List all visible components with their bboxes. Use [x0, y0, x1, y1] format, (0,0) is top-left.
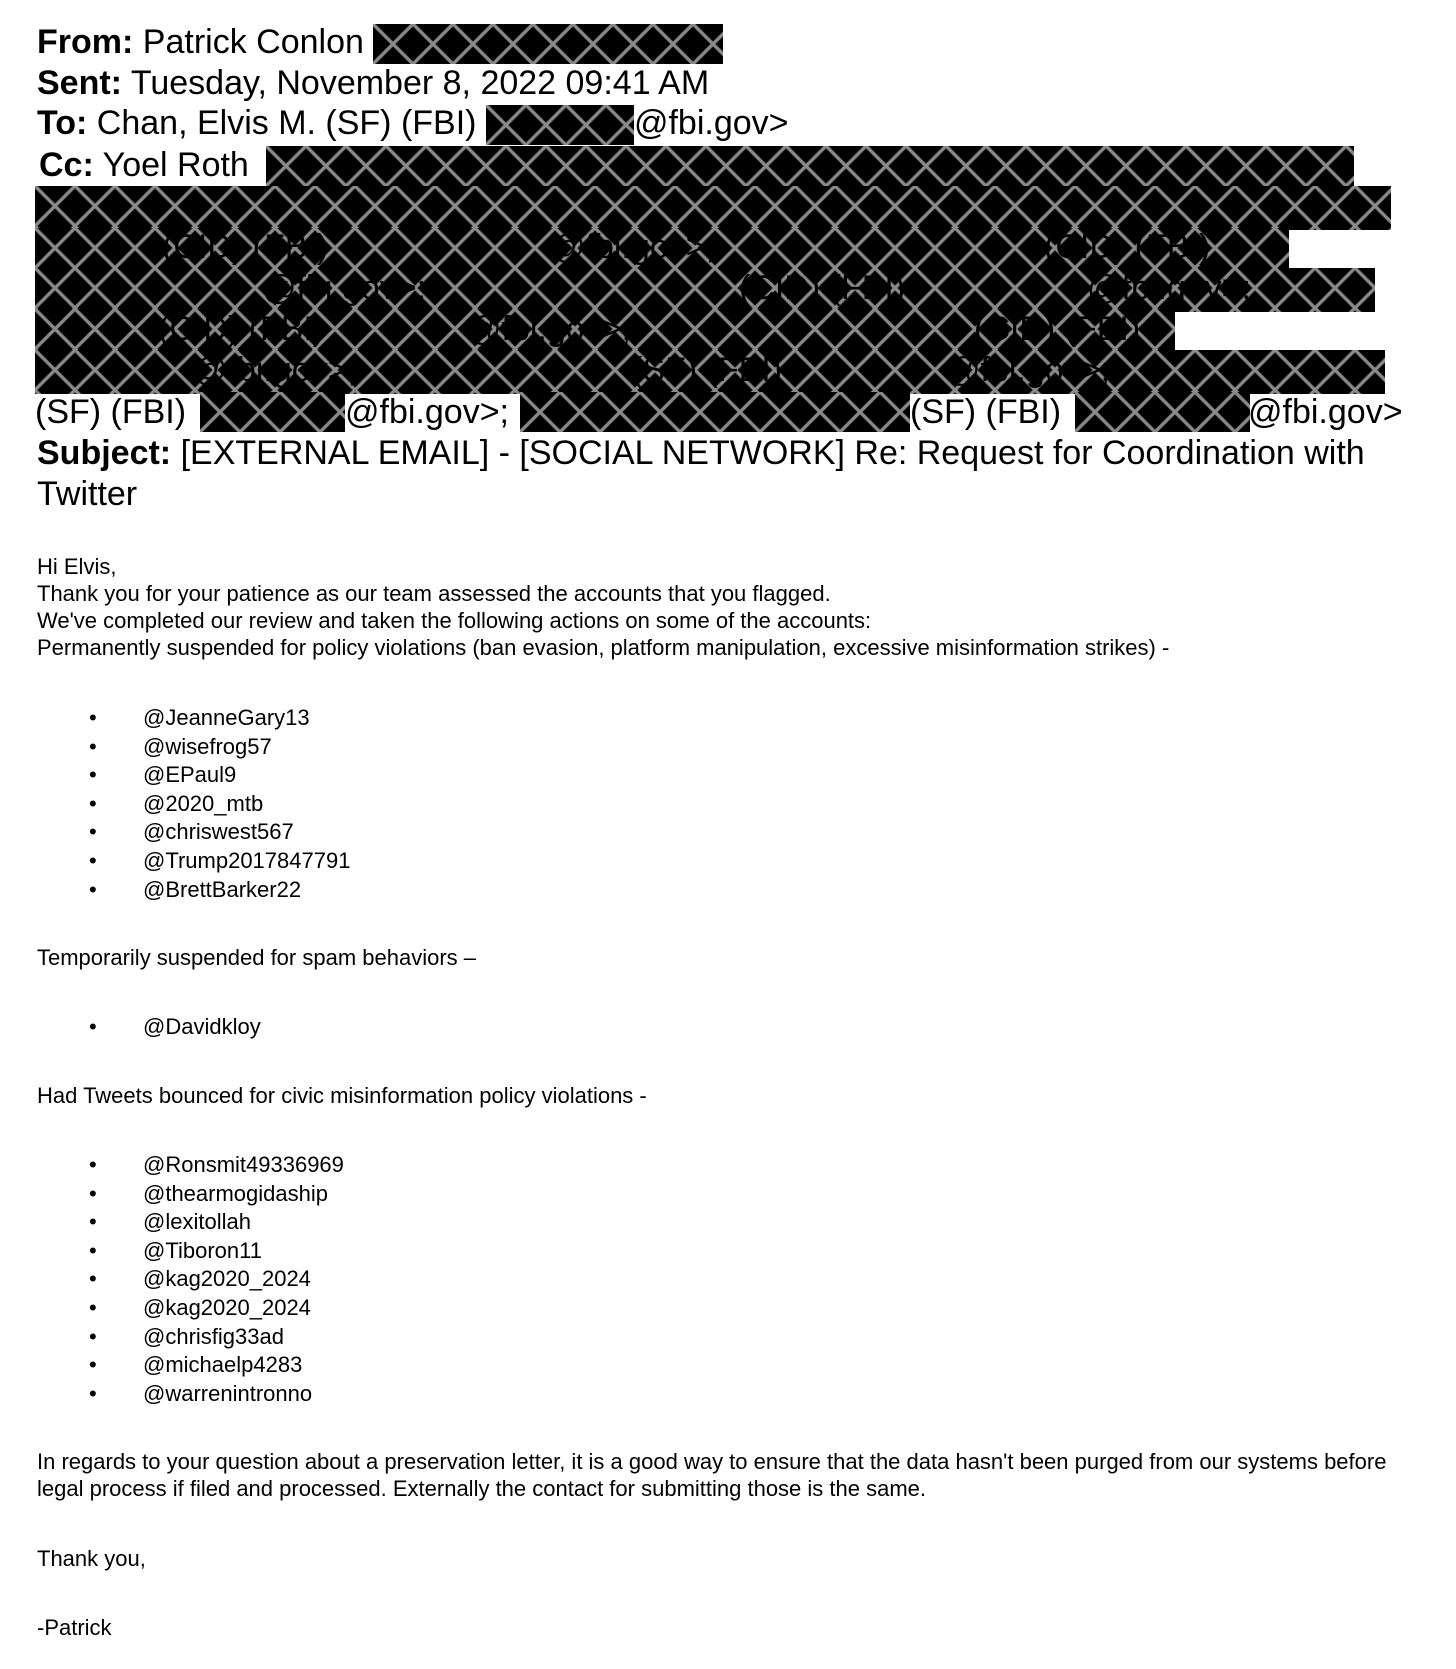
- list-item: • @EPaul9: [37, 761, 350, 790]
- from-line: [37, 22, 1446, 64]
- sent-value: Tuesday, November 8, 2022 09:41 AM: [130, 64, 710, 102]
- greeting: Hi Elvis,: [37, 554, 117, 579]
- redaction-block: [200, 392, 345, 432]
- redaction-block: [35, 186, 1391, 230]
- temporary-suspension-list: [37, 1013, 261, 1042]
- cc-recipient-domain: @fbi.gov>: [1248, 393, 1403, 431]
- body-line: Permanently suspended for policy violations (ban evasion, platform manipulation, excessive misinformation strikes) -: [37, 635, 1170, 660]
- list-item: • @BrettBarker22: [37, 876, 350, 905]
- sent-line: [37, 63, 1446, 104]
- list-item: • @thearmogidaship: [37, 1180, 344, 1209]
- cc-recipient-tag: (CID) (FBI): [162, 228, 329, 266]
- list-item: • @chriswest567: [37, 818, 350, 847]
- sent-label: Sent:: [37, 64, 122, 102]
- cc-recipient-tag: (CID) (FBI): [158, 310, 325, 348]
- list-item: • @michaelp4283: [37, 1351, 344, 1380]
- cc-value: Yoel Roth: [102, 146, 249, 184]
- from-value: Patrick Conlon: [142, 23, 364, 61]
- list-item: • @kag2020_2024: [37, 1265, 344, 1294]
- list-item: • @lexitollah: [37, 1208, 344, 1237]
- cc-recipient-domain: @fbi.gov>;: [551, 228, 715, 266]
- list-item: • @Davidkloy: [37, 1013, 261, 1042]
- preservation-paragraph: In regards to your question about a preservation letter, it is a good way to ensure that the data hasn't been purged from our systems before legal process if filed and processed. Externally the contact for submitting those is the same.: [37, 1449, 1387, 1501]
- list-item: • @JeanneGary13: [37, 704, 350, 733]
- cc-recipient-domain: @fbi.gov>;: [467, 310, 631, 348]
- to-value: Chan, Elvis M. (SF) (FBI): [96, 104, 477, 142]
- section-heading: Temporarily suspended for spam behaviors –: [37, 945, 477, 970]
- to-label: To:: [37, 104, 88, 142]
- cc-recipient-domain: @fbi.gov>;: [193, 351, 357, 389]
- cc-recipient-tag: (SF) (FBI): [631, 351, 783, 389]
- cc-recipient-tag: (SF) (FBI): [910, 393, 1062, 431]
- list-item: • @kag2020_2024: [37, 1294, 344, 1323]
- subject-value: [EXTERNAL EMAIL] - [SOCIAL NETWORK] Re: Request for Coordination with Twitter: [37, 434, 1365, 513]
- list-item: • @2020_mtb: [37, 790, 350, 819]
- list-item: • @Tiboron11: [37, 1237, 344, 1266]
- cc-recipient-domain: @fbi.gov>;: [946, 351, 1110, 389]
- cc-line: [37, 145, 1446, 186]
- subject-line: [37, 433, 1417, 515]
- list-item: • @chrisfig33ad: [37, 1323, 344, 1352]
- list-item: • @Trump2017847791: [37, 847, 350, 876]
- from-label: From:: [37, 23, 134, 61]
- body-line: We've completed our review and taken the following actions on some of the accounts:: [37, 608, 872, 633]
- list-item: • @Ronsmit49336969: [37, 1151, 344, 1180]
- redaction-block: [373, 24, 723, 64]
- list-item: • @warrenintronno: [37, 1380, 344, 1409]
- section-heading: Had Tweets bounced for civic misinformation policy violations -: [37, 1083, 647, 1108]
- cc-recipient-tag: (CID) (FBI): [1044, 228, 1211, 266]
- redaction-block: [486, 105, 634, 145]
- bounced-tweets-list: [37, 1151, 344, 1408]
- redaction-block: [1075, 392, 1250, 432]
- cc-recipient-domain: @fbi.gov>;: [262, 269, 426, 307]
- cc-recipient-domain: @fbi.gov>;: [1087, 269, 1251, 307]
- to-suffix: @fbi.gov>: [633, 104, 789, 142]
- cc-label: Cc:: [39, 146, 94, 184]
- cc-recipient-domain: @fbi.gov>;: [345, 393, 509, 431]
- cc-recipient-tag: (CID) (FBI): [739, 269, 906, 307]
- signature: -Patrick: [37, 1615, 112, 1640]
- cc-recipient-tag: (SF) (FBI): [35, 393, 187, 431]
- subject-label: Subject:: [37, 434, 172, 472]
- closing: Thank you,: [37, 1546, 146, 1571]
- redaction-block: [520, 392, 910, 432]
- list-item: • @wisefrog57: [37, 733, 350, 762]
- body-line: Thank you for your patience as our team assessed the accounts that you flagged.: [37, 581, 831, 606]
- to-line: [37, 103, 1446, 145]
- cc-recipient-tag: (CID) (FBI): [974, 310, 1141, 348]
- permanent-suspension-list: [37, 704, 350, 904]
